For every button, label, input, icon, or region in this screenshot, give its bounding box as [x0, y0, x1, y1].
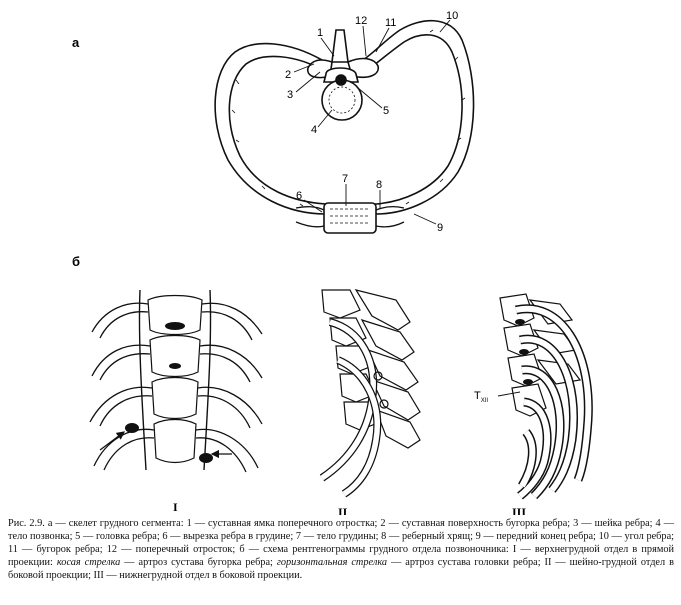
- callout-10: 10: [446, 10, 459, 22]
- view-iii-lateral-lower-thoracic: [498, 294, 588, 496]
- callout-12: 12: [355, 15, 368, 27]
- panel-b-label: б: [72, 254, 81, 269]
- callout-9: 9: [437, 222, 444, 234]
- costal-cartilage-left: [296, 207, 324, 227]
- sternum-body: [324, 203, 376, 233]
- view-ii-lateral-cervicothoracic: [322, 290, 420, 494]
- panel-a-label: а: [72, 35, 80, 50]
- view-i-label: I: [173, 500, 178, 514]
- t12-label: $T_{XII}$: [474, 390, 489, 404]
- callout-8: 8: [376, 179, 383, 191]
- caption-part-3: — артроз сустава головки ребра; II — шейно-грудной отдел в боковой проекции; III — нижнегрудной отдел в боковой проекции.: [8, 557, 674, 581]
- spine-left-edge: [139, 290, 146, 470]
- vertebra: [308, 30, 379, 120]
- callout-11: 11: [385, 17, 397, 29]
- spinal-canal: [336, 75, 346, 85]
- callout-1: 1: [317, 27, 324, 39]
- callout-3: 3: [287, 89, 294, 101]
- vertebral-body-spongy: [329, 87, 355, 113]
- rib-cage-section-diagram: [215, 20, 473, 233]
- figure-caption: [8, 517, 674, 582]
- caption-italic-1: косая стрелка: [56, 557, 121, 568]
- caption-italic-2: горизонтальная стрелка: [276, 557, 388, 568]
- t12-leader: [498, 392, 520, 396]
- costal-cartilage-right: [376, 207, 404, 227]
- view-i-frontal-spine: [90, 290, 262, 472]
- caption-part-1: Рис. 2.9. а — скелет грудного сегмента: 1 — суставная ямка поперечного отростка; 2 — суставная поверхность бугорка ребра; 3 — шейка ребра; 4 — тело позвонка; 5 — головка ребра; 6 — вырезка ребра в грудине; 7 — тело грудины; 8 — реберный хрящ; 9 — передний конец ребра; 10 — угол ребра; 11 — бугорок ребра; 12 — поперечный отросток; б — схема рентгенограммы грудного отдела позвоночника: I — верхнегрудной отдел в прямой проекции:: [8, 518, 674, 568]
- view-iii-label: III: [512, 505, 527, 515]
- vertebral-bodies: [148, 296, 202, 463]
- callout-7: 7: [342, 173, 349, 185]
- caption-part-2: — артроз сустава бугорка ребра;: [120, 557, 277, 568]
- callout-4: 4: [311, 124, 318, 136]
- spinous-process: [332, 30, 348, 62]
- callout-leaders: [294, 20, 450, 224]
- spine-right-edge: [204, 290, 211, 470]
- callout-6: 6: [296, 190, 303, 202]
- callout-5: 5: [383, 105, 390, 117]
- view-ii-label: II: [338, 505, 348, 515]
- callout-2: 2: [285, 69, 292, 81]
